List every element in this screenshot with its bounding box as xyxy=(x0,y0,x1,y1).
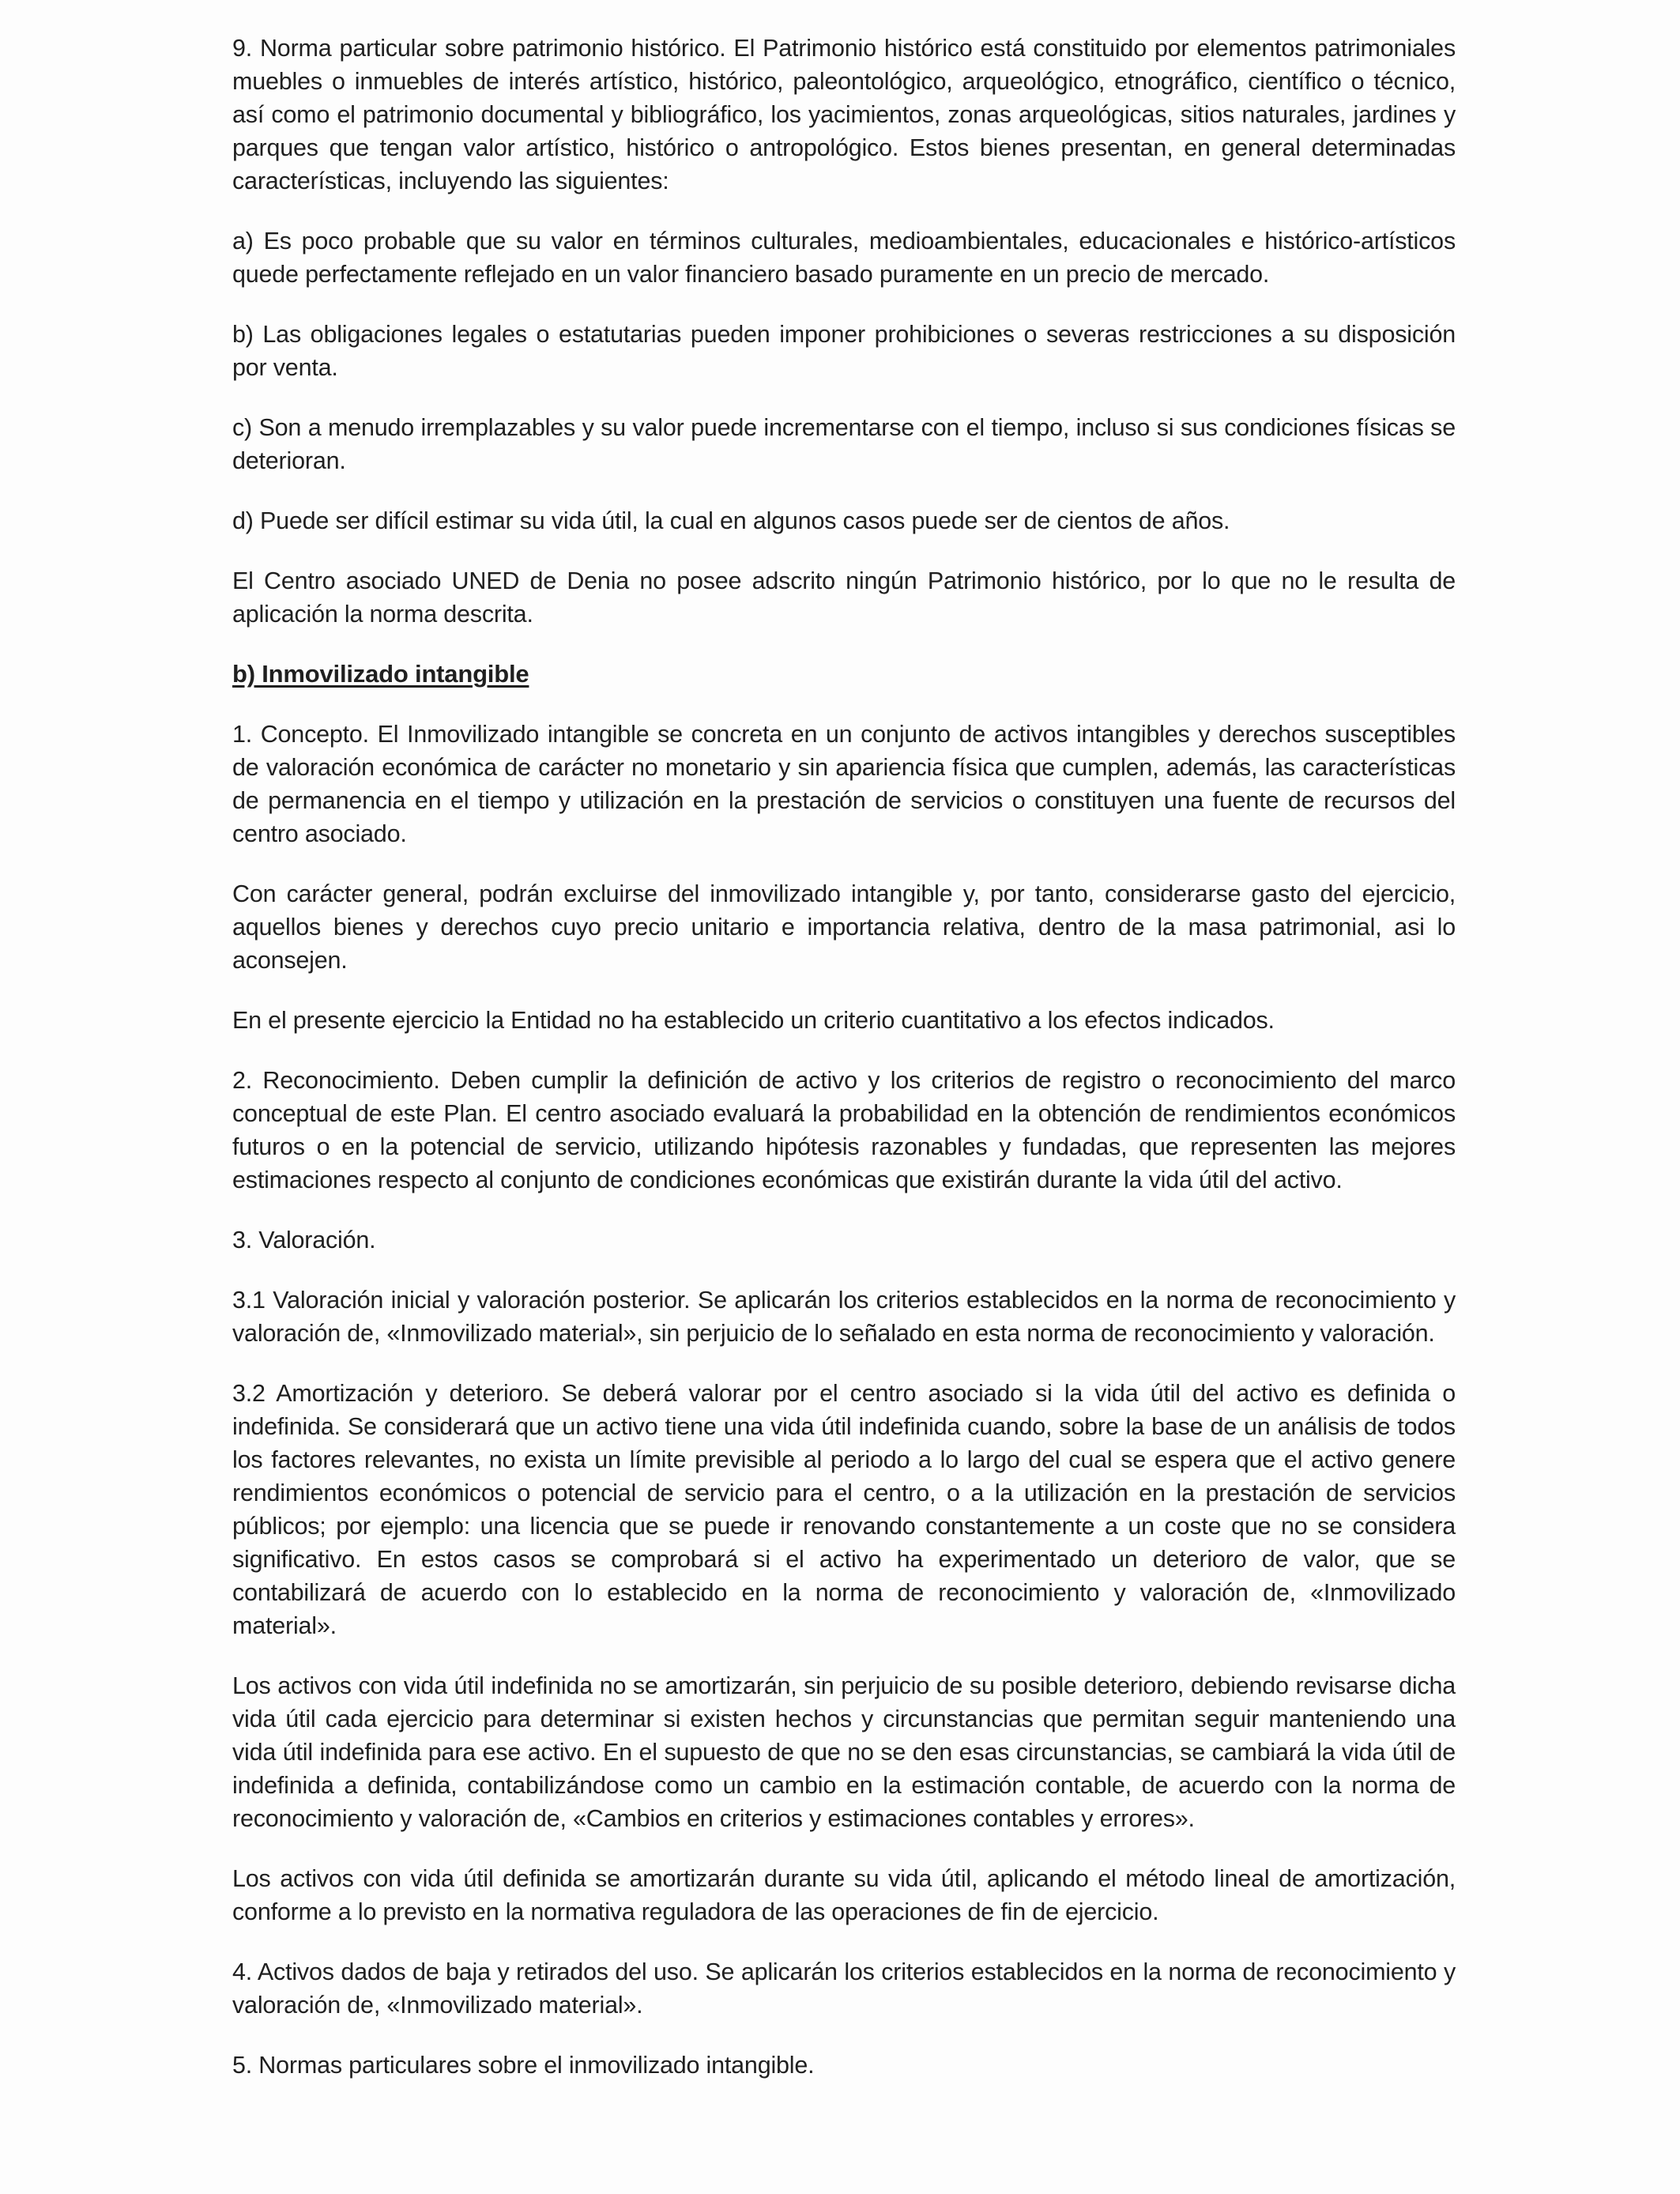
paragraph-item-b: b) Las obligaciones legales o estatutarias pueden imponer prohibiciones o severas restricciones a su disposición por venta. xyxy=(232,321,1456,381)
paragraph-concepto: 1. Concepto. El Inmovilizado intangible se concreta en un conjunto de activos intangibles y derechos susceptibles de valoración económica de carácter no monetario y sin apariencia física que cumplen, además, las características de permanencia en el tiempo y utilización en la prestación de servicios o constituyen una fuente de recursos del centro asociado. xyxy=(232,721,1456,847)
paragraph-amortizacion-deterioro: 3.2 Amortización y deterioro. Se deberá valorar por el centro asociado si la vida útil del activo es definida o indefinida. Se considerará que un activo tiene una vida útil indefinida cuando, sobre la base de un análisis de todos los factores relevantes, no exista un límite previsible al periodo a lo largo del cual se espera que el activo genere rendimientos económicos o potencial de servicio para el centro, o a la utilización en la prestación de servicios públicos; por ejemplo: una licencia que se puede ir renovando constantemente a un coste que no se considera significativo. En estos casos se comprobará si el activo ha experimentado un deterioro de valor, que se contabilizará de acuerdo con lo establecido en la norma de reconocimiento y valoración de, «Inmovilizado material». xyxy=(232,1380,1456,1639)
paragraph-vida-util-definida: Los activos con vida útil definida se amortizarán durante su vida útil, aplicando el método lineal de amortización, conforme a lo previsto en la normativa reguladora de las operaciones de fin de ejercicio. xyxy=(232,1865,1456,1925)
paragraph-normas-particulares: 5. Normas particulares sobre el inmovilizado intangible. xyxy=(232,2052,815,2079)
document-body xyxy=(232,32,1456,2109)
paragraph-activos-baja: 4. Activos dados de baja y retirados del uso. Se aplicarán los criterios establecidos en la norma de reconocimiento y valoración de, «Inmovilizado material». xyxy=(232,1958,1456,2019)
paragraph-item-d: d) Puede ser difícil estimar su vida útil, la cual en algunos casos puede ser de cientos de años. xyxy=(232,507,1230,534)
paragraph-centro-asociado: El Centro asociado UNED de Denia no posee adscrito ningún Patrimonio histórico, por lo que no le resulta de aplicación la norma descrita. xyxy=(232,567,1456,628)
paragraph-vida-util-indefinida: Los activos con vida útil indefinida no se amortizarán, sin perjuicio de su posible deterioro, debiendo revisarse dicha vida útil cada ejercicio para determinar si existen hechos y circunstancias que permitan seguir manteniendo una vida útil indefinida para ese activo. En el supuesto de que no se den esas circunstancias, se cambiará la vida útil de indefinida a definida, contabilizándose como un cambio en la estimación contable, de acuerdo con la norma de reconocimiento y valoración de, «Cambios en criterios y estimaciones contables y errores». xyxy=(232,1672,1456,1832)
section-heading: b) Inmovilizado intangible xyxy=(232,660,529,688)
paragraph-criterio-cuantitativo: En el presente ejercicio la Entidad no ha establecido un criterio cuantitativo a los efectos indicados. xyxy=(232,1007,1275,1034)
paragraph-caracter-general: Con carácter general, podrán excluirse del inmovilizado intangible y, por tanto, considerarse gasto del ejercicio, aquellos bienes y derechos cuyo precio unitario e importancia relativa, dentro de la masa patrimonial, asi lo aconsejen. xyxy=(232,880,1456,974)
paragraph-item-a: a) Es poco probable que su valor en términos culturales, medioambientales, educacionales e histórico-artísticos quede perfectamente reflejado en un valor financiero basado puramente en un precio de mercado. xyxy=(232,228,1456,288)
paragraph-item-c: c) Son a menudo irremplazables y su valor puede incrementarse con el tiempo, incluso si sus condiciones físicas se deterioran. xyxy=(232,414,1456,474)
paragraph-reconocimiento: 2. Reconocimiento. Deben cumplir la definición de activo y los criterios de registro o reconocimiento del marco conceptual de este Plan. El centro asociado evaluará la probabilidad en la obtención de rendimientos económicos futuros o en la potencial de servicio, utilizando hipótesis razonables y fundadas, que representen las mejores estimaciones respecto al conjunto de condiciones económicas que existirán durante la vida útil del activo. xyxy=(232,1067,1456,1193)
paragraph-valoracion: 3. Valoración. xyxy=(232,1227,376,1253)
paragraph-valoracion-inicial: 3.1 Valoración inicial y valoración posterior. Se aplicarán los criterios establecidos en la norma de reconocimiento y valoración de, «Inmovilizado material», sin perjuicio de lo señalado en esta norma de reconocimiento y valoración. xyxy=(232,1287,1456,1347)
paragraph-patrimonio-historico: 9. Norma particular sobre patrimonio histórico. El Patrimonio histórico está constituido por elementos patrimoniales muebles o inmuebles de interés artístico, histórico, paleontológico, arqueológico, etnográfico, científico o técnico, así como el patrimonio documental y bibliográfico, los yacimientos, zonas arqueológicas, sitios naturales, jardines y parques que tengan valor artístico, histórico o antropológico. Estos bienes presentan, en general determinadas características, incluyendo las siguientes: xyxy=(232,35,1456,194)
